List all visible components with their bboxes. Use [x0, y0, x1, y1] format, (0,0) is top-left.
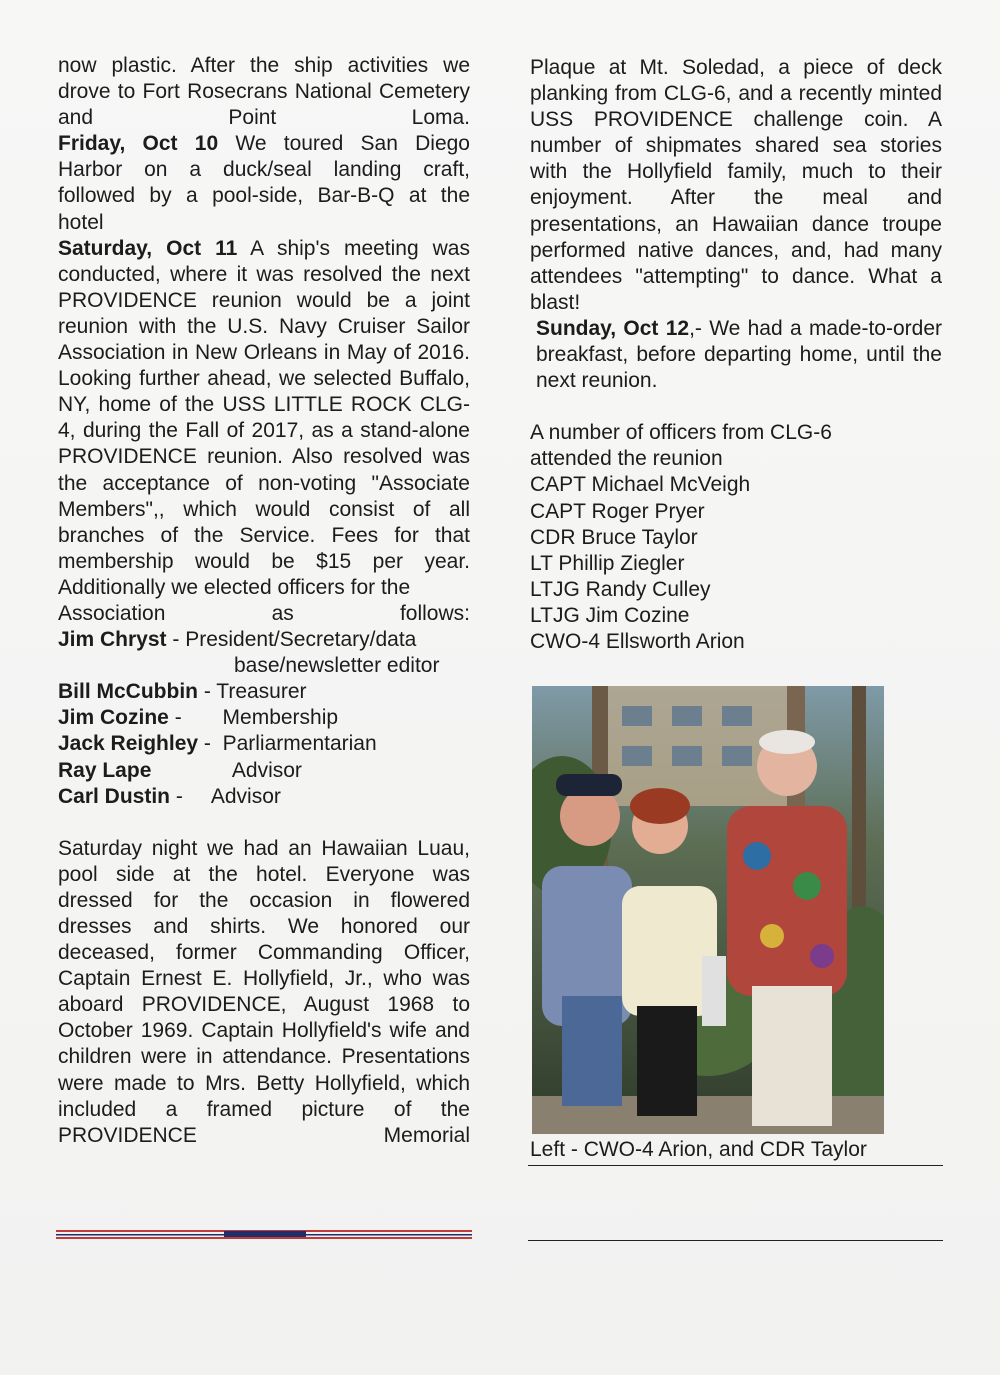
reunion-photo [532, 686, 884, 1134]
list-item: CAPT Michael McVeigh [530, 473, 751, 497]
officers-intro: attended the reunion [530, 447, 723, 471]
list-item: LTJG Randy Culley [530, 577, 711, 601]
list-item: LTJG Jim Cozine [530, 603, 690, 627]
left-column [58, 53, 470, 1149]
luau-paragraph: Saturday night we had an Hawaiian Luau, pool side at the hotel. Everyone was dressed for the occasion in flowered dresses and shirts. We honored our deceased, former Commanding Officer, Captain Ernest E. Hollyfield, Jr., who was aboard PROVIDENCE, August 1968 to October 1969. Captain Hollyfield's wife and children were in attendance. Presentations were made to Mrs. Betty Hollyfield, which included a framed picture of the PROVIDENCE Memorial [58, 836, 470, 1147]
officers-intro: A number of officers from CLG-6 [530, 421, 832, 445]
officer-row: Carl Dustin - Advisor [58, 784, 281, 808]
officer-row: Ray Lape Advisor [58, 758, 302, 782]
presentation-paragraph: Plaque at Mt. Soledad, a piece of deck planking from CLG-6, and a recently minted USS PROVIDENCE challenge coin. A number of shipmates shared sea stories with the Hollyfield family, much to their enjoyment. After the meal and presentations, an Hawaiian dance troupe performed native dances, and, had many attendees "attempting" to dance. What a blast! [530, 56, 942, 314]
photo-caption: Left - CWO-4 Arion, and CDR Taylor [530, 1138, 867, 1161]
list-item: CWO-4 Ellsworth Arion [530, 629, 745, 653]
list-item: LT Phillip Ziegler [530, 551, 685, 575]
intro-paragraph: now plastic. After the ship activities we drove to Fort Rosecrans National Cemetery and Point Loma. [58, 54, 470, 130]
footer-divider [528, 1240, 943, 1241]
friday-paragraph: Friday, Oct 10 We toured San Diego Harbor on a duck/seal landing craft, followed by a pool-side, Bar-B-Q at the hotel [58, 132, 470, 234]
officer-row: Jim Chryst - President/Secretary/data [58, 628, 417, 652]
sunday-heading: Sunday, Oct 12 [536, 316, 690, 340]
officer-row: Jack Reighley - Parliarmentarian [58, 732, 377, 756]
right-column [530, 55, 942, 655]
flag-divider [56, 1230, 472, 1239]
attending-officers-list [530, 472, 942, 655]
list-item: CAPT Roger Pryer [530, 499, 705, 523]
caption-divider [528, 1165, 943, 1166]
saturday-heading: Saturday, Oct 11 [58, 236, 238, 260]
officer-row: Bill McCubbin - Treasurer [58, 680, 307, 704]
friday-heading: Friday, Oct 10 [58, 132, 219, 156]
association-line: Association as follows: [58, 601, 470, 625]
saturday-paragraph: Saturday, Oct 11 A ship's meeting was conducted, where it was resolved the next PROVIDENCE reunion would be a joint reunion with the U.S. Navy Cruiser Sailor Association in New Orleans in May of 2016. Looking further ahead, we selected Buffalo, NY, home of the USS LITTLE ROCK CLG-4, during the Fall of 2017, as a stand-alone PROVIDENCE reunion. Also resolved was the acceptance of non-voting "Associate Members",, which would consist of all branches of the Service. Fees for that membership would be $15 per year. Additionally we elected officers for the [58, 236, 470, 599]
photo-illustration [532, 686, 884, 1134]
officer-row: base/newsletter editor [234, 654, 440, 678]
officer-row: Jim Cozine - Membership [58, 706, 339, 730]
officers-list [58, 627, 470, 810]
list-item: CDR Bruce Taylor [530, 525, 698, 549]
sunday-paragraph: Sunday, Oct 12,- We had a made-to-order breakfast, before departing home, until the next reunion. [536, 316, 942, 393]
